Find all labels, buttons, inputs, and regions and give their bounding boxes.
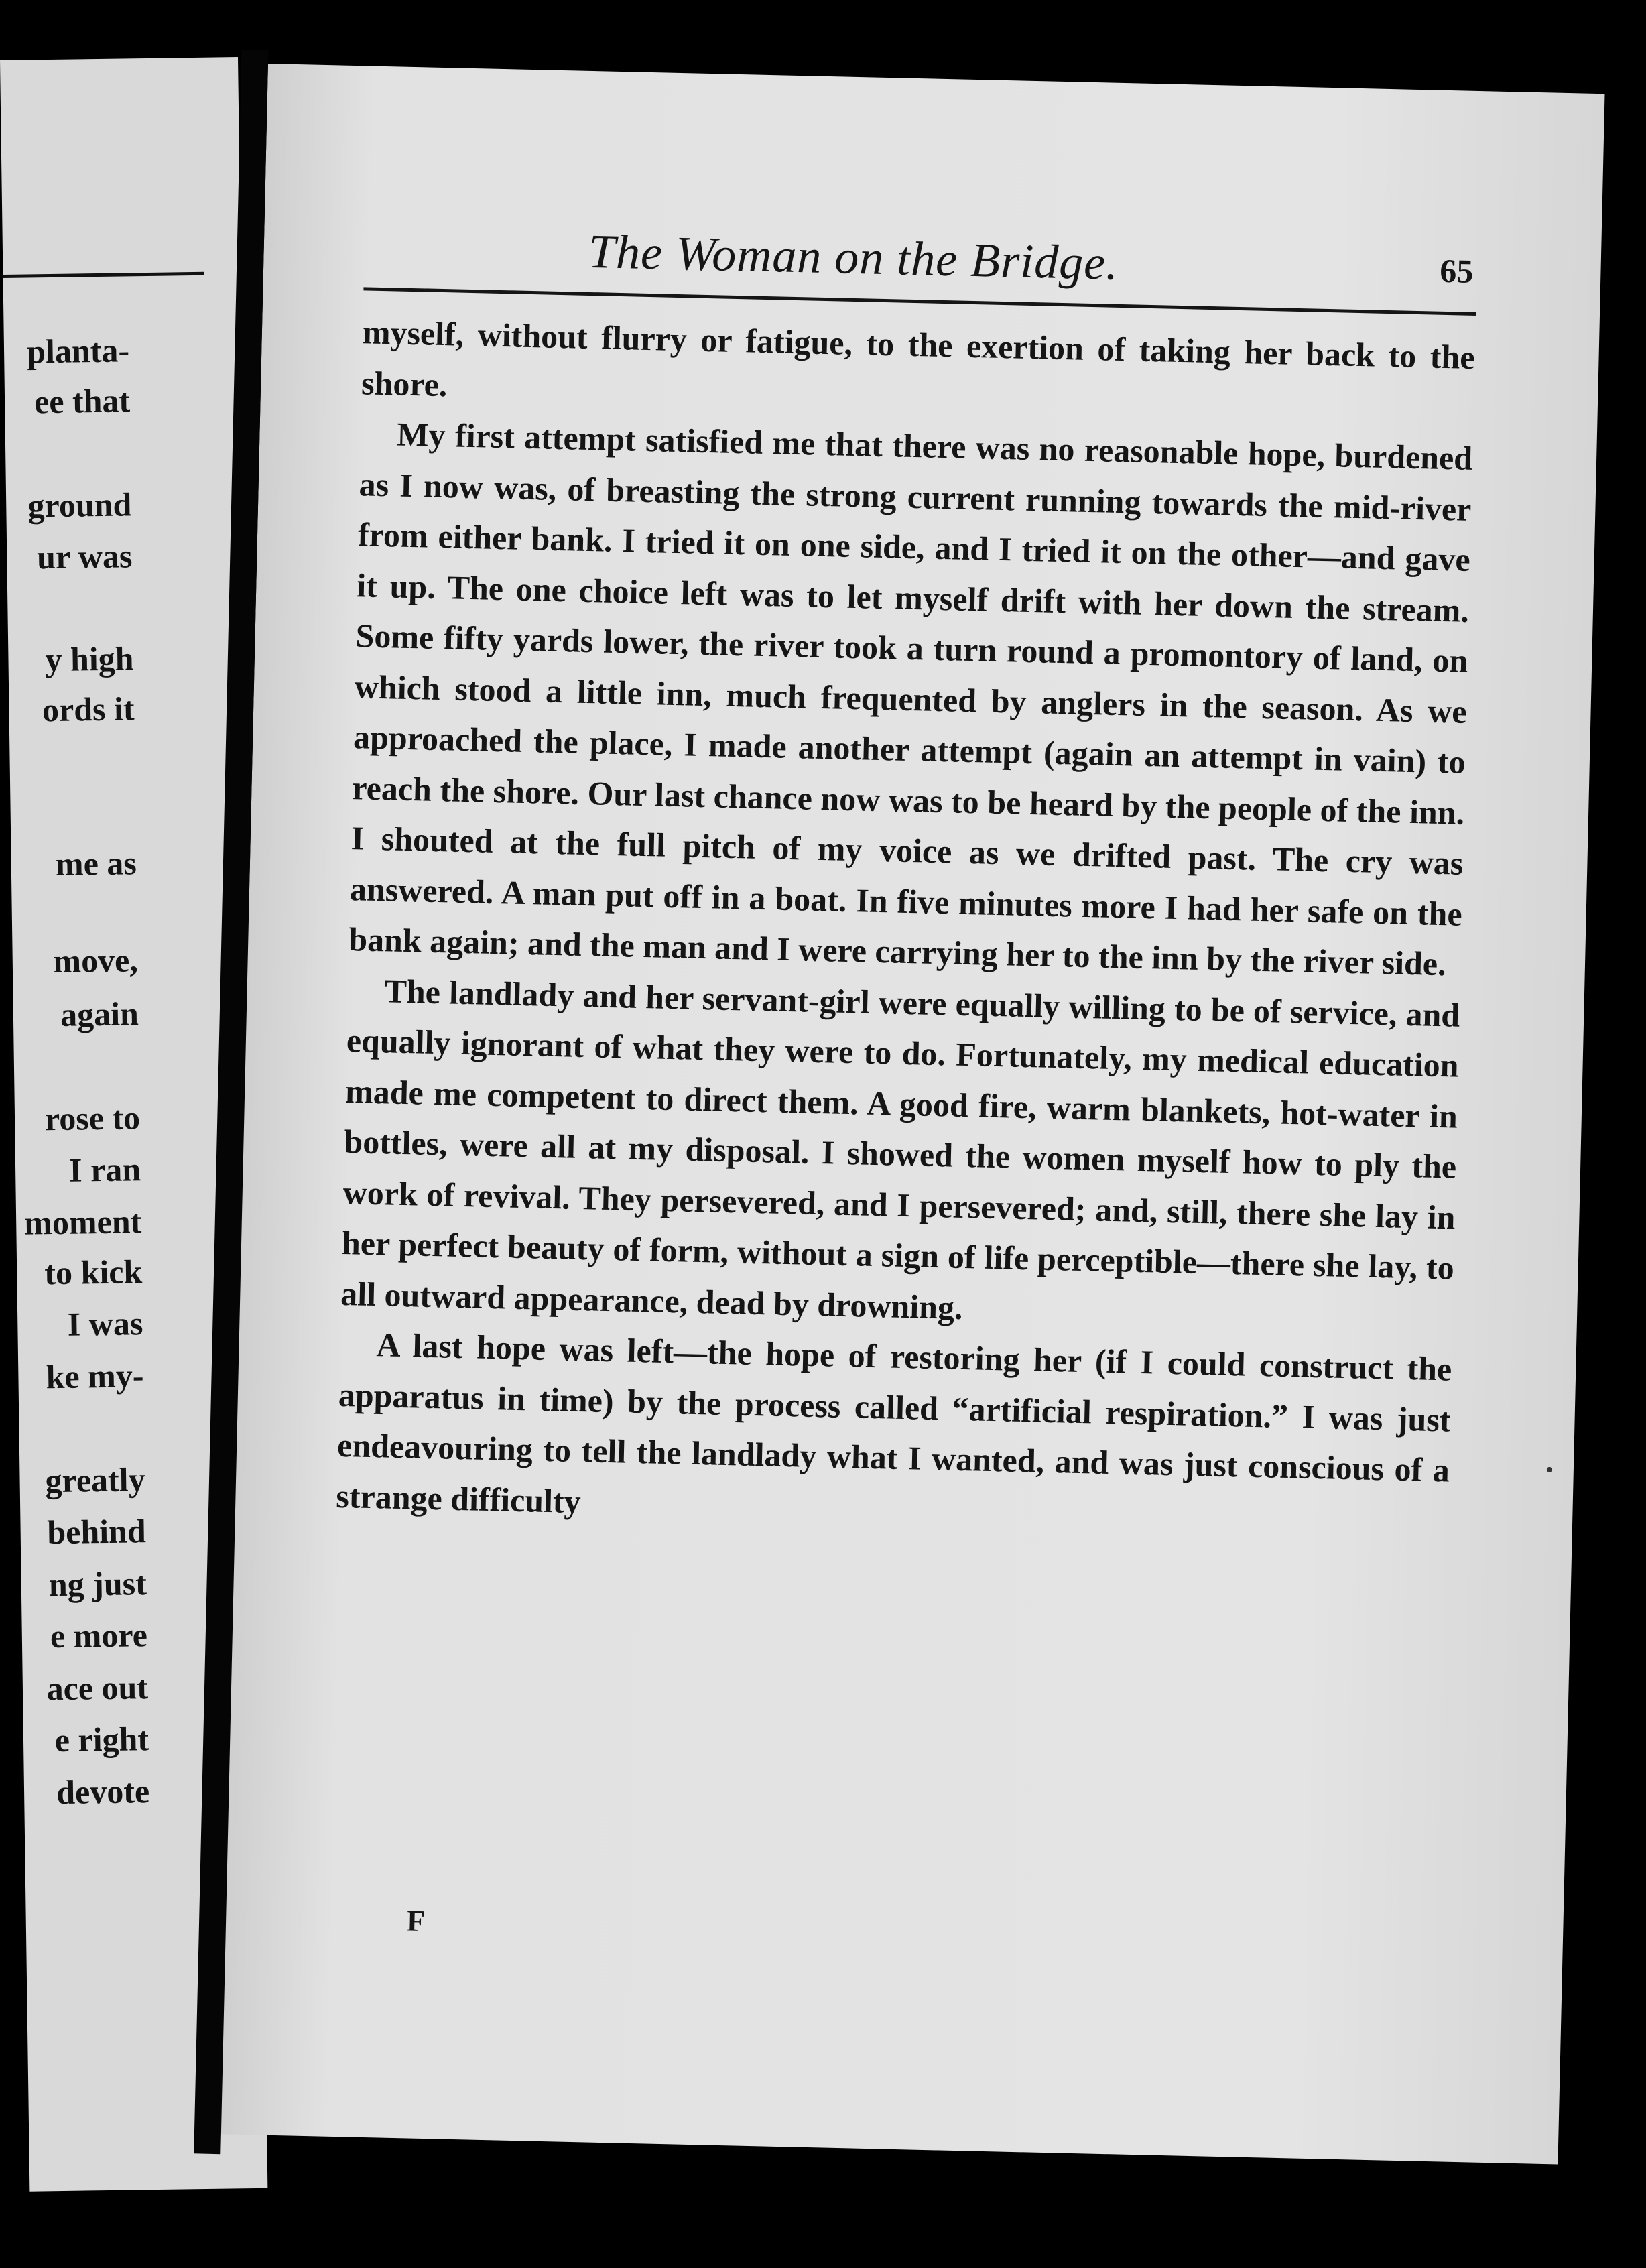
- left-page-fragment: I was: [67, 1304, 143, 1343]
- body-text: [336, 307, 1476, 1546]
- left-page-fragment: me as: [55, 844, 137, 883]
- left-page-fragment: move,: [53, 941, 139, 981]
- left-page-fragment: e right: [54, 1720, 149, 1759]
- page-number: 65: [1439, 251, 1474, 290]
- paper-speck: [1547, 1467, 1552, 1472]
- paragraph: My first attempt satisfied me that there was no reasonable hope, burdened as I now was, of breasting the strong current running towards the mid-river from either bank. I tried it on one side, and I tried it on the other—and gave it up. The one choice left was to let myself drift with her down the stream. Some fifty yards lower, the river took a turn round a promontory of land, on which stood a little inn, much frequented by anglers in the season. As we approached the place, I made another attempt (again an attempt in vain) to reach the shore. Our last chance now was to be heard by the people of the inn. I shouted at the full pitch of my voice as we drifted past. The cry was answered. A man put off in a boat. In five minutes more I had her safe on the bank again; and the man and I were carrying her to the inn by the river side.: [348, 415, 1473, 983]
- paragraph: myself, without flurry or fatigue, to the exertion of taking her back to the shore.: [361, 313, 1476, 403]
- left-page-fragment: rose to: [44, 1098, 141, 1138]
- running-title: The Woman on the Bridge.: [588, 224, 1120, 290]
- left-page-rule: [3, 272, 204, 278]
- left-page-fragment: ur was: [36, 537, 133, 576]
- left-page-fragment: ground: [27, 485, 132, 525]
- left-page-fragment: I ran: [68, 1150, 141, 1189]
- left-page-fragment: e more: [50, 1616, 148, 1655]
- left-page-fragment: y high: [45, 639, 134, 679]
- left-page-fragment: ng just: [48, 1564, 147, 1604]
- signature-mark: F: [406, 1904, 426, 1938]
- left-page-fragment: greatly: [45, 1460, 145, 1500]
- left-page-fragment: to kick: [44, 1253, 143, 1292]
- left-page-fragment: ee that: [34, 381, 131, 421]
- left-page-fragment: ace out: [46, 1668, 149, 1708]
- paragraph: The landlady and her servant-girl were equally willing to be of service, and equally ignorant of what they were to do. Fortunately, my medical education made me competent to direct them. A good fire, warm blankets, hot-water in bottles, were all at my disposal. I showed the women myself how to ply the work of revival. They persevered, and I persevered; and, still, there she lay in her perfect beauty of form, without a sign of life perceptible—there she lay, to all outward appearance, dead by drowning.: [340, 971, 1460, 1326]
- left-page-fragment: ords it: [42, 690, 135, 729]
- left-page-fragment: behind: [46, 1512, 147, 1552]
- left-page-fragment: again: [60, 995, 139, 1033]
- left-page-fragment: ke my-: [46, 1357, 144, 1396]
- running-head: [374, 219, 1474, 298]
- book-page: [221, 64, 1605, 2164]
- left-page-fragment: moment: [23, 1202, 142, 1242]
- left-page-fragment: devote: [56, 1772, 150, 1812]
- paragraph: A last hope was left—the hope of restoring her (if I could construct the apparatus in time) by the process called “artificial respiration.” I was just endeavouring to tell the landlady what I wanted, and was just conscious of a strange difficulty: [335, 1326, 1452, 1520]
- left-page-fragment: planta-: [26, 331, 130, 371]
